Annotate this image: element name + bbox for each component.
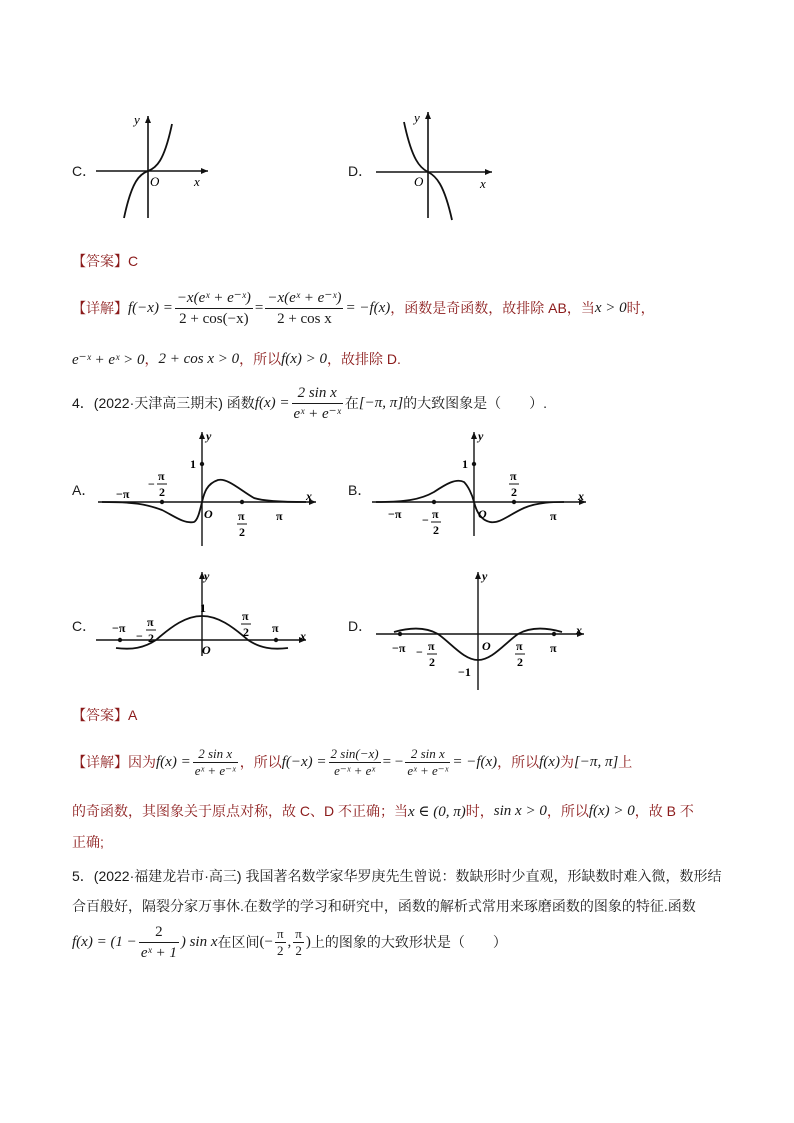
- d2-m2: 2 + cos x > 0: [158, 350, 240, 367]
- neg-pi-label: −π: [116, 487, 130, 501]
- answer-label: 【答案】: [72, 253, 128, 269]
- neg-half-pi-minus: −: [148, 477, 155, 491]
- pi-label: π: [550, 509, 557, 523]
- x-label: x: [300, 629, 306, 643]
- y-label: y: [134, 112, 140, 127]
- d-frac1: [193, 747, 238, 778]
- q5-func-num: 2: [139, 923, 179, 943]
- point-neg-half-pi: [432, 500, 436, 504]
- one-label: 1: [200, 601, 206, 615]
- d-n1: 2 sin x: [193, 747, 238, 763]
- neg-half-pi-num: π: [147, 615, 154, 629]
- q5-line3: [72, 920, 507, 964]
- graph-q4-d: [372, 568, 590, 692]
- q5-int-num1: π: [276, 925, 284, 941]
- frac1-den: 2 + cos(−x): [179, 310, 249, 327]
- d-rhs: = −f(x): [452, 753, 498, 770]
- pi-label: π: [550, 641, 557, 655]
- origin-label: O: [202, 643, 211, 657]
- answer-value: C: [128, 253, 139, 269]
- frac1-num: −x(eˣ + e⁻ˣ): [175, 289, 253, 309]
- y-arrow: [145, 116, 151, 123]
- answer-value: A: [128, 707, 138, 723]
- d2-text1: ，所以: [239, 351, 282, 367]
- origin-label: O: [150, 174, 160, 189]
- y-label: y: [204, 569, 210, 583]
- q4-func-frac: [292, 384, 343, 423]
- neg-pi-label: −π: [112, 621, 126, 635]
- d2-m1: x ∈ (0, π): [408, 803, 466, 820]
- d2-m3: f(x) > 0: [281, 350, 328, 367]
- d2-sep: ，: [144, 351, 159, 367]
- neg-half-pi-minus: −: [416, 645, 423, 659]
- point-neg-pi: [398, 632, 402, 636]
- d-t1: 因为: [128, 754, 156, 770]
- q5-t1: 在区间: [217, 934, 260, 950]
- neg-half-pi-den: 2: [159, 485, 165, 499]
- answer-row-q4: [72, 705, 137, 725]
- d-d3: eˣ + e⁻ˣ: [407, 762, 449, 778]
- y-arrow: [471, 432, 477, 439]
- half-pi-num: π: [516, 639, 523, 653]
- graph-q4-a: [94, 428, 324, 550]
- origin-label: O: [414, 174, 424, 189]
- frac2-num: −x(eˣ + e⁻ˣ): [265, 289, 343, 309]
- x-label: x: [480, 176, 486, 191]
- point-neg-half-pi: [160, 500, 164, 504]
- x-label: x: [194, 174, 200, 189]
- q5-int-close: ): [305, 933, 311, 950]
- neg-half-pi-minus: −: [136, 629, 143, 643]
- d-frac3: [405, 747, 450, 778]
- y-label: y: [414, 110, 420, 125]
- x-arrow: [201, 168, 208, 174]
- neg-half-pi-minus: −: [422, 513, 429, 527]
- detail-q3-line1: [72, 286, 655, 330]
- neg-half-pi-num: π: [428, 639, 435, 653]
- detail-label: 【详解】: [72, 754, 128, 770]
- graph-q4-c: [92, 568, 314, 658]
- q5-func-lhs: f(x) = (1 −: [72, 933, 137, 950]
- pi-label: π: [272, 621, 279, 635]
- d-fx: f(x) =: [156, 753, 191, 770]
- half-pi-den: 2: [517, 655, 523, 669]
- point-half-pi: [512, 500, 516, 504]
- q5-int-frac1: [275, 927, 286, 958]
- d-m1: f(x): [539, 753, 560, 770]
- q4-func-num: 2 sin x: [292, 384, 343, 404]
- x-label: x: [576, 623, 582, 637]
- neg-one-label: −1: [458, 665, 471, 679]
- detail-q3-line2: [72, 348, 401, 370]
- q5-int-den1: 2: [277, 942, 284, 958]
- y-arrow: [475, 572, 481, 579]
- frac2-den: 2 + cos x: [277, 310, 332, 327]
- neg-pi-label: −π: [392, 641, 406, 655]
- graph-q3-d: [372, 108, 496, 222]
- x-arrow: [485, 169, 492, 175]
- d2-text2: ，故排除 D.: [327, 351, 401, 367]
- detail-q4-line3: 正确;: [72, 834, 104, 850]
- d2-t4: ，故 B 不: [634, 803, 694, 819]
- point-one: [200, 462, 204, 466]
- neg-pi-label: −π: [388, 507, 402, 521]
- half-pi-num: π: [238, 509, 245, 523]
- q4-interval: [−π, π]: [358, 394, 404, 411]
- d-t3: ，所以: [497, 754, 540, 770]
- detail-rhs: = −f(x): [345, 299, 391, 316]
- half-pi-num: π: [242, 609, 249, 623]
- q4-stem: [72, 381, 547, 425]
- one-label: 1: [190, 457, 196, 471]
- neg-half-pi-den: 2: [433, 523, 439, 537]
- q5-int-open: (−: [259, 933, 273, 950]
- d2-m1: e⁻ˣ + eˣ > 0: [72, 351, 145, 368]
- half-pi-num: π: [510, 469, 517, 483]
- graph-q4-b: [368, 428, 594, 540]
- detail-label: 【详解】: [72, 300, 128, 316]
- point-one: [472, 462, 476, 466]
- d-fnx: f(−x) =: [281, 753, 327, 770]
- q5-func-rhs: ) sin x: [180, 933, 218, 950]
- q4-func-lhs: f(x) =: [254, 394, 290, 411]
- q5-func-den: eˣ + 1: [140, 944, 177, 961]
- pi-label: π: [276, 509, 283, 523]
- half-pi-den: 2: [239, 525, 245, 539]
- detail-frac1: [175, 289, 253, 328]
- option-d-label: D．: [348, 163, 373, 179]
- origin-label: O: [204, 507, 213, 521]
- x-label: x: [306, 489, 312, 503]
- d-t5: 上: [618, 754, 633, 770]
- q5-int-frac2: [293, 927, 304, 958]
- y-arrow: [425, 112, 431, 119]
- detail-q4-line2: [72, 800, 694, 822]
- option-c-label: C．: [72, 163, 97, 179]
- answer-label: 【答案】: [72, 707, 128, 723]
- detail-text2: 时，: [626, 300, 655, 316]
- d-d2: e⁻ˣ + eˣ: [334, 762, 376, 778]
- q4-stem-mid: 在: [344, 395, 359, 411]
- q4-func-den: eˣ + e⁻ˣ: [293, 405, 341, 422]
- q5-int-den2: 2: [295, 942, 302, 958]
- graph-q3-c: [92, 110, 212, 222]
- detail-lhs: f(−x) =: [128, 299, 173, 316]
- point-half-pi: [240, 500, 244, 504]
- d2-m2: sin x > 0: [493, 802, 547, 819]
- half-pi-den: 2: [511, 485, 517, 499]
- d-t2: ，所以: [239, 754, 282, 770]
- d-frac2: [329, 747, 381, 778]
- y-arrow: [199, 432, 205, 439]
- detail-text1: ，函数是奇函数，故排除 AB，当: [390, 300, 595, 316]
- q5-func-frac: [139, 923, 179, 962]
- d2-m3: f(x) > 0: [588, 802, 635, 819]
- detail-q4-line1: [72, 740, 632, 784]
- q4-option-d-label: D．: [348, 618, 373, 634]
- q4-stem-suffix: 的大致图象是（ ）.: [403, 395, 548, 411]
- x-label: x: [578, 489, 584, 503]
- neg-half-pi-den: 2: [148, 631, 154, 645]
- point-pi: [274, 638, 278, 642]
- neg-half-pi-num: π: [158, 469, 165, 483]
- point-pi: [552, 632, 556, 636]
- q4-option-a-label: A．: [72, 482, 96, 498]
- d-n2: 2 sin(−x): [330, 745, 379, 761]
- d2-t2: 时，: [465, 803, 494, 819]
- detail-eq: =: [254, 299, 264, 316]
- d-t4: 为: [559, 754, 574, 770]
- y-label: y: [206, 429, 212, 443]
- d-eq: = −: [382, 753, 404, 770]
- d-d1: eˣ + e⁻ˣ: [194, 762, 236, 778]
- neg-half-pi-num: π: [432, 507, 439, 521]
- d-m2: [−π, π]: [573, 753, 619, 770]
- q5-int-num2: π: [295, 925, 302, 941]
- origin-label: O: [478, 507, 487, 521]
- d2-t1: 的奇函数，其图象关于原点对称，故 C、D 不正确；当: [72, 803, 408, 819]
- q5-t2: 上的图象的大致形状是（ ）: [310, 934, 507, 950]
- point-neg-pi: [118, 638, 122, 642]
- one-label: 1: [462, 457, 468, 471]
- detail-cond: x > 0: [594, 299, 627, 316]
- d-n3: 2 sin x: [405, 747, 450, 763]
- q5-line2: 合百般好，隔裂分家万事休.在数学的学习和研究中，函数的解析式常用来琢磨函数的图象的特征.函数: [72, 898, 696, 914]
- half-pi-den: 2: [243, 625, 249, 639]
- q5-line1: 5．(2022·福建龙岩市·高三) 我国著名数学家华罗庚先生曾说：数缺形时少直观，形缺数时难入微，数形结: [72, 868, 722, 884]
- neg-half-pi-den: 2: [429, 655, 435, 669]
- detail-frac2: [265, 289, 343, 328]
- q4-option-b-label: B．: [348, 482, 372, 498]
- answer-row-q3: [72, 251, 138, 271]
- y-label: y: [482, 569, 488, 583]
- q4-stem-prefix: 4．(2022·天津高三期末) 函数: [72, 395, 255, 411]
- y-label: y: [478, 429, 484, 443]
- q4-option-c-label: C．: [72, 618, 97, 634]
- d2-t3: ，所以: [546, 803, 589, 819]
- origin-label: O: [482, 639, 491, 653]
- q5-int-comma: ,: [287, 933, 292, 950]
